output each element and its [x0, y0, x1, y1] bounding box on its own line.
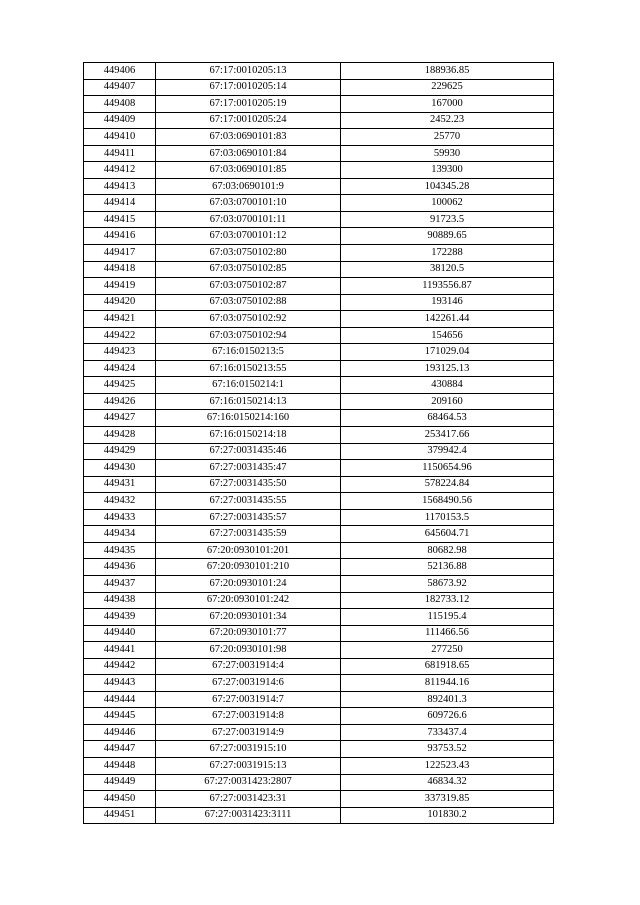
value-cell: 430884 [341, 377, 554, 394]
row-number-cell: 449427 [84, 410, 156, 427]
row-number-cell: 449407 [84, 79, 156, 96]
table-row [84, 195, 554, 212]
value-cell: 1170153.5 [341, 509, 554, 526]
value-cell: 337319.85 [341, 791, 554, 808]
row-number-cell: 449417 [84, 245, 156, 262]
row-number-cell: 449406 [84, 63, 156, 80]
table-row [84, 526, 554, 543]
cadastral-number-cell: 67:03:0700101:11 [156, 211, 341, 228]
value-cell: 46834.32 [341, 774, 554, 791]
cadastral-number-cell: 67:16:0150213:5 [156, 344, 341, 361]
table-row [84, 393, 554, 410]
cadastral-number-cell: 67:03:0690101:84 [156, 145, 341, 162]
cadastral-number-cell: 67:27:0031435:55 [156, 493, 341, 510]
value-cell: 68464.53 [341, 410, 554, 427]
data-table [83, 62, 554, 824]
value-cell: 171029.04 [341, 344, 554, 361]
table-row [84, 228, 554, 245]
row-number-cell: 449445 [84, 708, 156, 725]
value-cell: 101830.2 [341, 807, 554, 824]
cadastral-number-cell: 67:20:0930101:201 [156, 542, 341, 559]
cadastral-number-cell: 67:27:0031423:31 [156, 791, 341, 808]
row-number-cell: 449450 [84, 791, 156, 808]
value-cell: 52136.88 [341, 559, 554, 576]
row-number-cell: 449444 [84, 691, 156, 708]
row-number-cell: 449446 [84, 724, 156, 741]
value-cell: 2452.23 [341, 112, 554, 129]
table-row [84, 493, 554, 510]
cadastral-number-cell: 67:03:0690101:9 [156, 178, 341, 195]
row-number-cell: 449411 [84, 145, 156, 162]
row-number-cell: 449432 [84, 493, 156, 510]
cadastral-number-cell: 67:27:0031914:9 [156, 724, 341, 741]
cadastral-number-cell: 67:03:0750102:85 [156, 261, 341, 278]
table-row [84, 724, 554, 741]
cadastral-number-cell: 67:27:0031435:47 [156, 460, 341, 477]
cadastral-number-cell: 67:20:0930101:24 [156, 575, 341, 592]
value-cell: 142261.44 [341, 311, 554, 328]
value-cell: 59930 [341, 145, 554, 162]
table-row [84, 691, 554, 708]
value-cell: 229625 [341, 79, 554, 96]
cadastral-number-cell: 67:03:0750102:88 [156, 294, 341, 311]
value-cell: 91723.5 [341, 211, 554, 228]
value-cell: 122523.43 [341, 757, 554, 774]
row-number-cell: 449425 [84, 377, 156, 394]
row-number-cell: 449424 [84, 360, 156, 377]
value-cell: 100062 [341, 195, 554, 212]
table-row [84, 542, 554, 559]
row-number-cell: 449421 [84, 311, 156, 328]
table-row [84, 791, 554, 808]
table-row [84, 592, 554, 609]
row-number-cell: 449438 [84, 592, 156, 609]
table-row [84, 178, 554, 195]
table-row [84, 145, 554, 162]
row-number-cell: 449412 [84, 162, 156, 179]
value-cell: 93753.52 [341, 741, 554, 758]
cadastral-number-cell: 67:27:0031435:46 [156, 443, 341, 460]
table-row [84, 675, 554, 692]
cadastral-number-cell: 67:27:0031423:3111 [156, 807, 341, 824]
value-cell: 645604.71 [341, 526, 554, 543]
cadastral-number-cell: 67:03:0690101:85 [156, 162, 341, 179]
row-number-cell: 449441 [84, 642, 156, 659]
value-cell: 172288 [341, 245, 554, 262]
table-row [84, 344, 554, 361]
table-row [84, 79, 554, 96]
value-cell: 733437.4 [341, 724, 554, 741]
row-number-cell: 449428 [84, 427, 156, 444]
cadastral-number-cell: 67:27:0031914:7 [156, 691, 341, 708]
value-cell: 253417.66 [341, 427, 554, 444]
table-row [84, 658, 554, 675]
table-row [84, 377, 554, 394]
table-row [84, 327, 554, 344]
row-number-cell: 449422 [84, 327, 156, 344]
cadastral-number-cell: 67:03:0750102:80 [156, 245, 341, 262]
table-row [84, 278, 554, 295]
value-cell: 1150654.96 [341, 460, 554, 477]
value-cell: 80682.98 [341, 542, 554, 559]
row-number-cell: 449434 [84, 526, 156, 543]
table-row [84, 245, 554, 262]
row-number-cell: 449408 [84, 96, 156, 113]
table-row [84, 360, 554, 377]
table-row [84, 807, 554, 824]
value-cell: 115195.4 [341, 609, 554, 626]
value-cell: 811944.16 [341, 675, 554, 692]
cadastral-number-cell: 67:20:0930101:210 [156, 559, 341, 576]
table-body [84, 63, 554, 824]
cadastral-number-cell: 67:20:0930101:242 [156, 592, 341, 609]
cadastral-number-cell: 67:27:0031914:8 [156, 708, 341, 725]
table-row [84, 211, 554, 228]
table-row [84, 427, 554, 444]
row-number-cell: 449414 [84, 195, 156, 212]
cadastral-number-cell: 67:27:0031914:4 [156, 658, 341, 675]
value-cell: 609726.6 [341, 708, 554, 725]
value-cell: 379942.4 [341, 443, 554, 460]
table-row [84, 708, 554, 725]
row-number-cell: 449413 [84, 178, 156, 195]
row-number-cell: 449439 [84, 609, 156, 626]
cadastral-number-cell: 67:16:0150214:160 [156, 410, 341, 427]
table-row [84, 96, 554, 113]
value-cell: 90889.65 [341, 228, 554, 245]
value-cell: 111466.56 [341, 625, 554, 642]
value-cell: 892401.3 [341, 691, 554, 708]
row-number-cell: 449423 [84, 344, 156, 361]
cadastral-number-cell: 67:27:0031435:57 [156, 509, 341, 526]
row-number-cell: 449426 [84, 393, 156, 410]
row-number-cell: 449433 [84, 509, 156, 526]
value-cell: 58673.92 [341, 575, 554, 592]
cadastral-number-cell: 67:20:0930101:98 [156, 642, 341, 659]
table-row [84, 509, 554, 526]
row-number-cell: 449449 [84, 774, 156, 791]
table-row [84, 625, 554, 642]
value-cell: 182733.12 [341, 592, 554, 609]
table-row [84, 162, 554, 179]
value-cell: 1193556.87 [341, 278, 554, 295]
value-cell: 25770 [341, 129, 554, 146]
cadastral-number-cell: 67:03:0700101:10 [156, 195, 341, 212]
value-cell: 167000 [341, 96, 554, 113]
cadastral-number-cell: 67:27:0031914:6 [156, 675, 341, 692]
row-number-cell: 449418 [84, 261, 156, 278]
cadastral-number-cell: 67:20:0930101:34 [156, 609, 341, 626]
table-row [84, 609, 554, 626]
value-cell: 1568490.56 [341, 493, 554, 510]
cadastral-number-cell: 67:03:0750102:94 [156, 327, 341, 344]
value-cell: 193146 [341, 294, 554, 311]
table-row [84, 311, 554, 328]
value-cell: 681918.65 [341, 658, 554, 675]
row-number-cell: 449440 [84, 625, 156, 642]
row-number-cell: 449430 [84, 460, 156, 477]
cadastral-number-cell: 67:03:0750102:87 [156, 278, 341, 295]
value-cell: 578224.84 [341, 476, 554, 493]
table-row [84, 642, 554, 659]
table-row [84, 443, 554, 460]
value-cell: 277250 [341, 642, 554, 659]
cadastral-number-cell: 67:03:0750102:92 [156, 311, 341, 328]
cadastral-number-cell: 67:27:0031435:59 [156, 526, 341, 543]
cadastral-number-cell: 67:03:0690101:83 [156, 129, 341, 146]
cadastral-number-cell: 67:27:0031915:10 [156, 741, 341, 758]
row-number-cell: 449447 [84, 741, 156, 758]
row-number-cell: 449442 [84, 658, 156, 675]
cadastral-number-cell: 67:17:0010205:24 [156, 112, 341, 129]
row-number-cell: 449410 [84, 129, 156, 146]
cadastral-number-cell: 67:16:0150214:18 [156, 427, 341, 444]
table-row [84, 460, 554, 477]
row-number-cell: 449443 [84, 675, 156, 692]
table-row [84, 559, 554, 576]
cadastral-number-cell: 67:17:0010205:14 [156, 79, 341, 96]
row-number-cell: 449416 [84, 228, 156, 245]
row-number-cell: 449437 [84, 575, 156, 592]
row-number-cell: 449451 [84, 807, 156, 824]
row-number-cell: 449448 [84, 757, 156, 774]
row-number-cell: 449415 [84, 211, 156, 228]
table-row [84, 112, 554, 129]
table-row [84, 757, 554, 774]
cadastral-number-cell: 67:16:0150214:1 [156, 377, 341, 394]
row-number-cell: 449431 [84, 476, 156, 493]
table-row [84, 410, 554, 427]
value-cell: 139300 [341, 162, 554, 179]
cadastral-number-cell: 67:27:0031915:13 [156, 757, 341, 774]
value-cell: 209160 [341, 393, 554, 410]
cadastral-number-cell: 67:16:0150214:13 [156, 393, 341, 410]
table-row [84, 774, 554, 791]
table-row [84, 129, 554, 146]
cadastral-number-cell: 67:03:0700101:12 [156, 228, 341, 245]
cadastral-number-cell: 67:20:0930101:77 [156, 625, 341, 642]
cadastral-number-cell: 67:17:0010205:13 [156, 63, 341, 80]
table-row [84, 294, 554, 311]
table-row [84, 476, 554, 493]
row-number-cell: 449420 [84, 294, 156, 311]
cadastral-number-cell: 67:16:0150213:55 [156, 360, 341, 377]
table-row [84, 575, 554, 592]
row-number-cell: 449435 [84, 542, 156, 559]
row-number-cell: 449436 [84, 559, 156, 576]
value-cell: 193125.13 [341, 360, 554, 377]
value-cell: 38120.5 [341, 261, 554, 278]
cadastral-number-cell: 67:27:0031435:50 [156, 476, 341, 493]
row-number-cell: 449419 [84, 278, 156, 295]
table-row [84, 63, 554, 80]
cadastral-number-cell: 67:27:0031423:2807 [156, 774, 341, 791]
table-row [84, 741, 554, 758]
row-number-cell: 449409 [84, 112, 156, 129]
value-cell: 188936.85 [341, 63, 554, 80]
table-row [84, 261, 554, 278]
cadastral-number-cell: 67:17:0010205:19 [156, 96, 341, 113]
row-number-cell: 449429 [84, 443, 156, 460]
value-cell: 154656 [341, 327, 554, 344]
value-cell: 104345.28 [341, 178, 554, 195]
